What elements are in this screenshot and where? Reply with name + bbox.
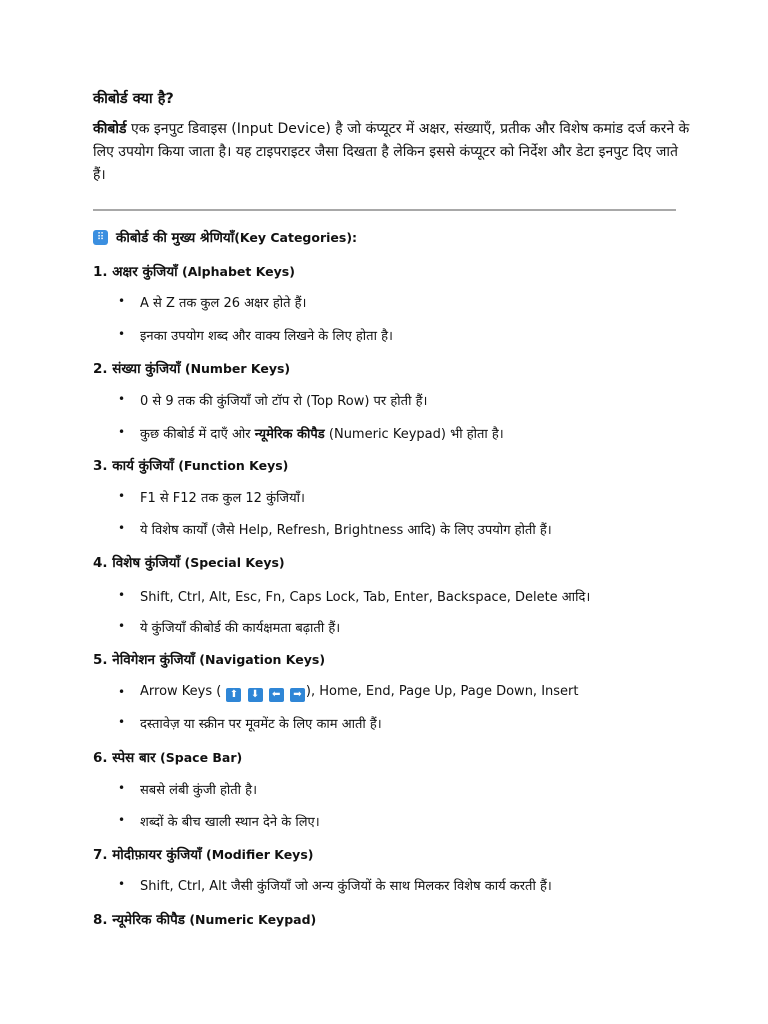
section-number: 7. (93, 847, 108, 863)
list-item: • 0 से 9 तक की कुंजियाँ जो टॉप रो (Top Row) पर होती हैं। (140, 391, 427, 409)
section-number: 1. (93, 264, 108, 280)
section-number: 8. (93, 912, 108, 928)
section-heading-special (93, 553, 285, 571)
intro-term: कीबोर्ड (93, 121, 127, 137)
section-heading-numeric-keypad (93, 910, 316, 928)
section-number: 2. (93, 361, 108, 377)
intro-text: एक इनपुट डिवाइस (Input Device) है जो कंप्यूटर में अक्षर, संख्याएँ, प्रतीक और विशेष कमांड दर्ज करने के लिए उपयोग किया जाता है। यह टाइपराइटर जैसा दिखता है लेकिन इससे कंप्यूटर को निर्देश और डेटा इनपुट दिए जाते हैं। (93, 121, 690, 183)
section-heading-modifier (93, 845, 313, 863)
categories-heading-hi: कीबोर्ड की मुख्य श्रेणियाँ (116, 230, 235, 246)
list-item: • सबसे लंबी कुंजी होती है। (140, 780, 257, 798)
arrow-up-icon: ⬆ (226, 688, 241, 702)
section-heading-navigation (93, 650, 325, 668)
item-text: Arrow Keys ( (140, 684, 226, 699)
list-item (140, 684, 578, 702)
section-title-en: (Special Keys) (180, 555, 285, 570)
section-title-en: (Function Keys) (173, 458, 289, 473)
list-item (140, 424, 504, 442)
arrow-right-icon: ➡ (290, 688, 305, 702)
section-heading-function (93, 456, 288, 474)
section-title-hi: न्यूमेरिक कीपैड (107, 912, 185, 928)
section-number: 6. (93, 750, 108, 766)
list-item: • ये विशेष कार्यों (जैसे Help, Refresh, Brightness आदि) के लिए उपयोग होती हैं। (140, 520, 552, 538)
categories-heading (93, 228, 357, 246)
list-item: • A से Z तक कुल 26 अक्षर होते हैं। (140, 293, 306, 311)
list-item: • दस्तावेज़ या स्क्रीन पर मूवमेंट के लिए काम आती हैं। (140, 714, 382, 732)
section-title-hi: स्पेस बार (107, 750, 156, 766)
list-item: • इनका उपयोग शब्द और वाक्य लिखने के लिए होता है। (140, 326, 393, 344)
section-title-hi: संख्या कुंजियाँ (107, 361, 181, 377)
arrow-down-icon: ⬇ (248, 688, 263, 702)
arrow-left-icon: ⬅ (269, 688, 284, 702)
item-text: कुछ कीबोर्ड में दाएँ ओर (140, 427, 255, 442)
section-title-en: (Alphabet Keys) (177, 264, 295, 279)
section-heading-alphabet (93, 262, 295, 280)
section-title-hi: अक्षर कुंजियाँ (107, 264, 178, 280)
section-title-hi: मोदीफ़ायर कुंजियाँ (107, 847, 202, 863)
section-heading-number (93, 359, 290, 377)
section-title-hi: विशेष कुंजियाँ (107, 555, 181, 571)
intro-paragraph (93, 118, 693, 187)
section-title-en: (Modifier Keys) (201, 847, 314, 862)
list-item: • Shift, Ctrl, Alt जैसी कुंजियाँ जो अन्य कुंजियों के साथ मिलकर विशेष कार्य करती हैं। (140, 876, 552, 894)
section-title-hi: नेविगेशन कुंजियाँ (107, 652, 195, 668)
categories-heading-en: (Key Categories): (234, 229, 358, 245)
item-text: (Numeric Keypad) भी होता है। (324, 427, 504, 442)
section-number: 3. (93, 458, 108, 474)
item-bold-term: न्यूमेरिक कीपैड (254, 427, 325, 442)
list-item: • ये कुंजियाँ कीबोर्ड की कार्यक्षमता बढ़ाती हैं। (140, 618, 340, 636)
list-item: • Shift, Ctrl, Alt, Esc, Fn, Caps Lock, Tab, Enter, Backspace, Delete आदि। (140, 587, 590, 605)
section-title-hi: कार्य कुंजियाँ (107, 458, 174, 474)
section-title-en: (Navigation Keys) (194, 652, 326, 667)
keyboard-grid-icon: ⠿ (93, 230, 108, 245)
page-title: कीबोर्ड क्या है? (93, 91, 174, 107)
section-heading-space-bar (93, 748, 242, 766)
section-title-en: (Numeric Keypad) (184, 912, 317, 927)
section-number: 4. (93, 555, 108, 571)
section-title-en: (Number Keys) (180, 361, 291, 376)
item-text: ), Home, End, Page Up, Page Down, Insert (305, 684, 579, 699)
section-number: 5. (93, 652, 108, 668)
section-title-en: (Space Bar) (155, 750, 243, 765)
list-item: • F1 से F12 तक कुल 12 कुंजियाँ। (140, 488, 305, 506)
divider (93, 209, 676, 211)
list-item: • शब्दों के बीच खाली स्थान देने के लिए। (140, 812, 320, 830)
